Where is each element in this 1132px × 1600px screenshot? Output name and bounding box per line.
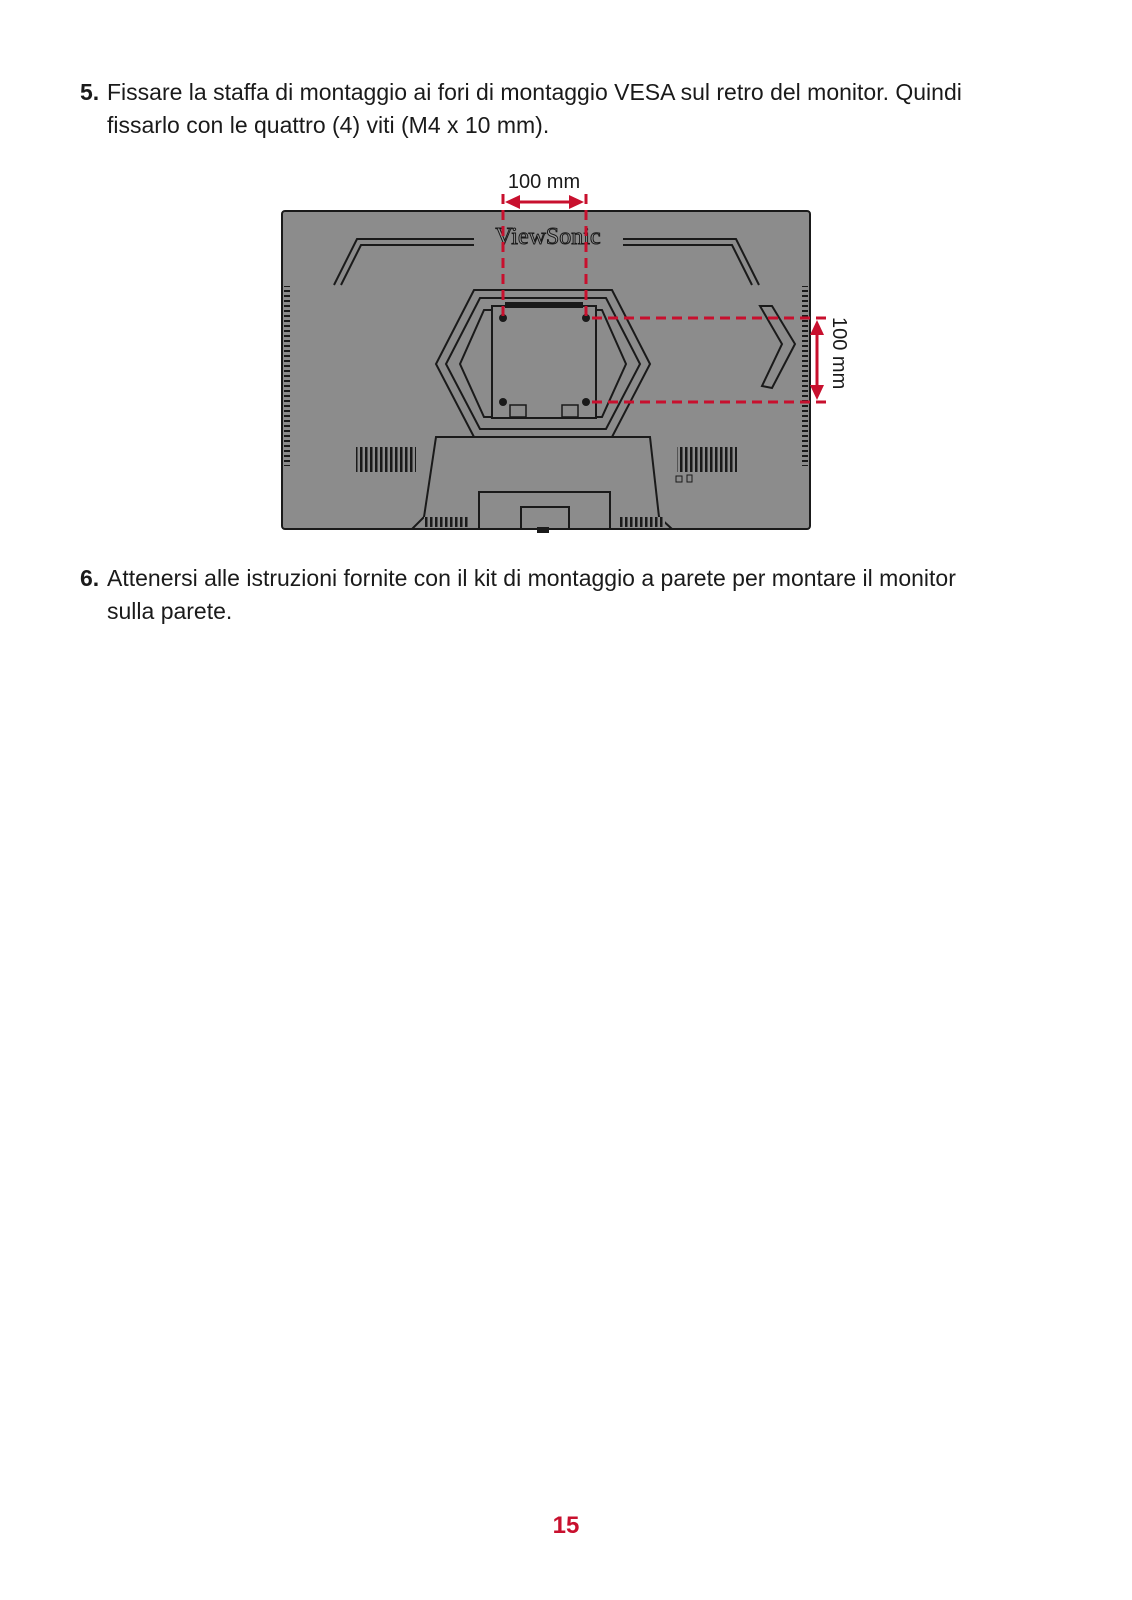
vesa-screw-hole: [499, 398, 507, 406]
horizontal-dimension-label: 100 mm: [507, 171, 581, 193]
side-vent-left: [284, 286, 290, 466]
vertical-dimension-arrow: [810, 320, 824, 400]
vertical-dimension-label: 100 mm: [828, 317, 850, 390]
bottom-vent-left: [356, 447, 416, 472]
step-number: 5.: [80, 79, 100, 105]
vesa-screw-hole: [582, 398, 590, 406]
bottom-vent-right: [677, 447, 737, 472]
monitor-back-diagram: [0, 0, 1132, 560]
vesa-mount-plate: [492, 306, 596, 418]
step-6: [80, 562, 1000, 628]
step-text: Attenersi alle istruzioni fornite con il kit di montaggio a parete per montare il monitor sulla parete.: [107, 565, 956, 624]
horizontal-dimension-arrow: [505, 195, 584, 209]
side-vent-right: [802, 286, 808, 466]
viewsonic-logo: ViewSonic: [495, 224, 601, 250]
step-number: 6.: [80, 565, 100, 591]
step-text: Fissare la staffa di montaggio ai fori di montaggio VESA sul retro del monitor. Quindi fissarlo con le quattro (4) viti (M4 x 10 mm).: [107, 79, 962, 138]
page-number: 15: [552, 1512, 580, 1539]
